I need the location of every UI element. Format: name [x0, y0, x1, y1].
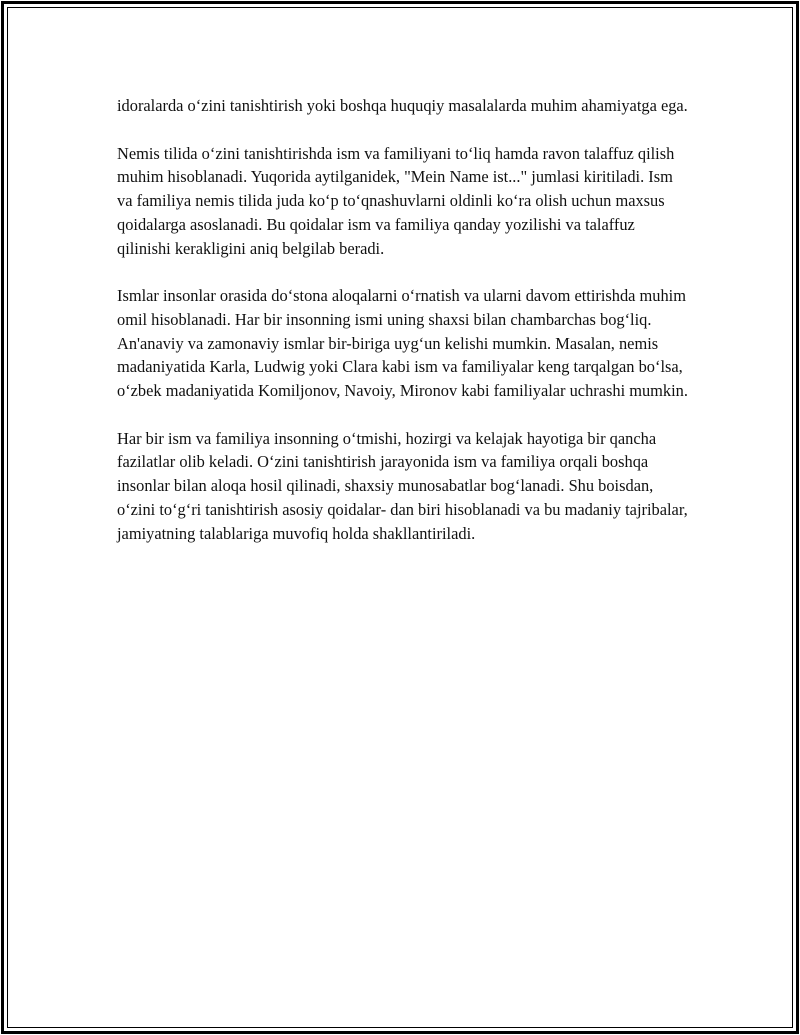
- paragraph-1: idoralarda o‘zini tanishtirish yoki boshqa huquqiy masalalarda muhim ahamiyatga ega.: [117, 96, 688, 115]
- paragraph-4: Har bir ism va familiya insonning o‘tmishi, hozirgi va kelajak hayotiga bir qancha fazilatlar olib keladi. O‘zini tanishtirish jarayonida ism va familiya orqali boshqa insonlar bilan aloqa hosil qilinadi, shaxsiy munosabatlar bog‘lanadi. Shu boisdan, o‘zini to‘g‘ri tanishtirish asosiy qoidalar- dan biri hisoblanadi va bu madaniy tajribalar, jamiyatning talablariga muvofiq holda shakllantiriladi.: [117, 428, 688, 543]
- paragraph-3: Ismlar insonlar orasida do‘stona aloqalarni o‘rnatish va ularni davom ettirishda muhim omil hisoblanadi. Har bir insonning ismi uning shaxsi bilan chambarchas bog‘liq. An'anaviy va zamonaviy ismlar bir-biriga uyg‘un kelishi mumkin. Masalan, nemis madaniyatida Karla, Ludwig yoki Clara kabi ism va familiyalar keng tarqalgan bo‘lsa, o‘zbek madaniyatida Komiljonov, Navoiy, Mironov kabi familiyalar uchrashi mumkin.: [117, 286, 688, 401]
- paragraph-2: Nemis tilida o‘zini tanishtirishda ism va familiyani to‘liq hamda ravon talaffuz qilish muhim hisoblanadi. Yuqorida aytilganidek, "Mein Name ist..." jumlasi kiritiladi. Ism va familiya nemis tilida juda ko‘p to‘qnashuvlarni oldinli ko‘ra olish uchun maxsus qoidalarga asoslanadi. Bu qoidalar ism va familiya qanday yozilishi va talaffuz qilinishi kerakligini aniq belgilab beradi.: [117, 143, 675, 258]
- document-body: [117, 94, 692, 569]
